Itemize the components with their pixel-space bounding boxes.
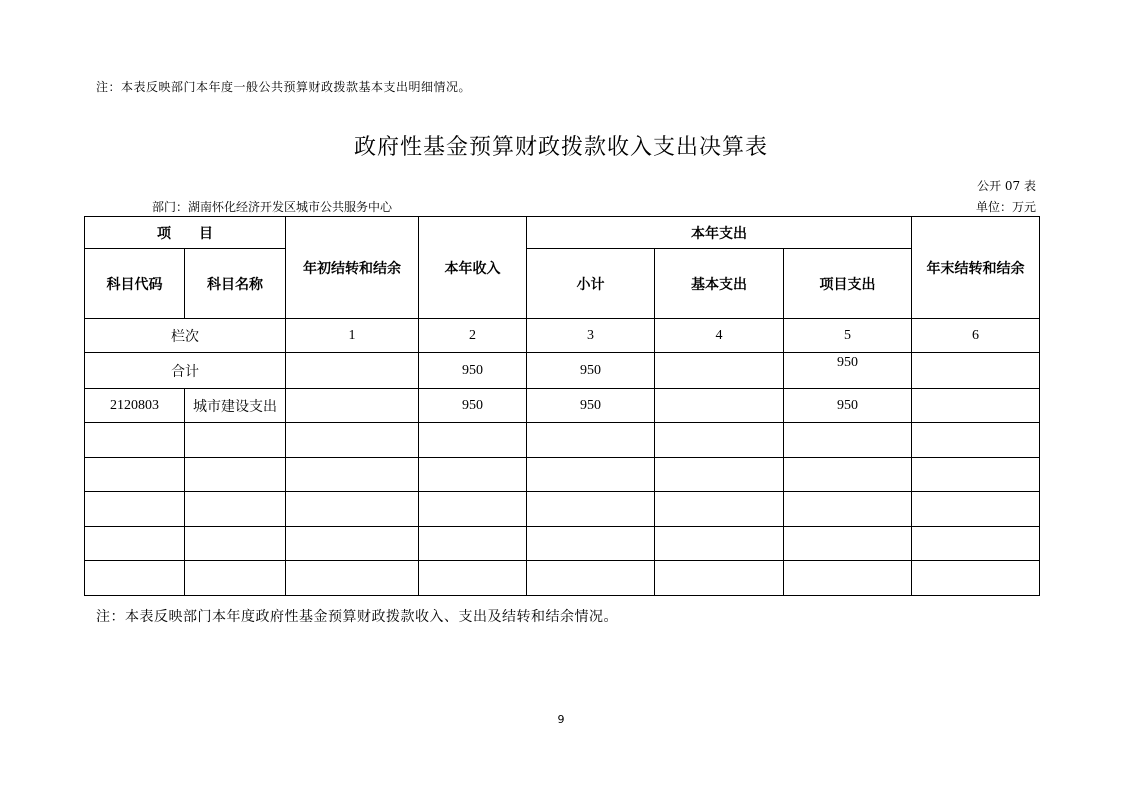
department-label: 部门：湖南怀化经济开发区城市公共服务中心 xyxy=(152,200,393,214)
empty-cell xyxy=(784,458,912,492)
page-number: 9 xyxy=(557,713,565,726)
column-index-label: 栏次 xyxy=(85,319,286,353)
header-subject-name: 科目名称 xyxy=(185,249,286,319)
empty-cell xyxy=(286,492,419,527)
empty-cell xyxy=(286,458,419,492)
column-index-row xyxy=(85,319,1040,353)
empty-cell xyxy=(655,492,784,527)
empty-cell xyxy=(85,561,185,596)
row-basic-expenditure xyxy=(655,389,784,423)
unit-label: 单位：万元 xyxy=(975,200,1036,214)
row-current-income: 950 xyxy=(419,389,527,423)
total-closing-balance xyxy=(912,353,1040,389)
empty-cell xyxy=(419,492,527,527)
header-current-expenditure: 本年支出 xyxy=(527,217,912,249)
empty-cell xyxy=(912,527,1040,561)
total-subtotal: 950 xyxy=(527,353,655,389)
empty-cell xyxy=(912,458,1040,492)
empty-cell xyxy=(185,492,286,527)
total-basic-expenditure xyxy=(655,353,784,389)
column-index-4: 4 xyxy=(655,319,784,353)
table-row xyxy=(85,389,1040,423)
form-number: 公开 07 表 xyxy=(977,179,1036,193)
empty-row xyxy=(85,492,1040,527)
empty-cell xyxy=(527,527,655,561)
header-closing-balance: 年末结转和结余 xyxy=(912,217,1040,319)
empty-cell xyxy=(784,527,912,561)
column-index-2: 2 xyxy=(419,319,527,353)
header-subtotal: 小计 xyxy=(527,249,655,319)
budget-table xyxy=(84,216,1040,596)
header-subject-code: 科目代码 xyxy=(85,249,185,319)
empty-cell xyxy=(912,492,1040,527)
empty-cell xyxy=(784,423,912,458)
total-label: 合计 xyxy=(85,353,286,389)
empty-cell xyxy=(527,492,655,527)
empty-cell xyxy=(185,527,286,561)
empty-cell xyxy=(85,423,185,458)
empty-cell xyxy=(185,423,286,458)
empty-cell xyxy=(85,492,185,527)
top-note: 注：本表反映部门本年度一般公共预算财政拨款基本支出明细情况。 xyxy=(96,80,472,94)
empty-cell xyxy=(419,458,527,492)
header-item: 项 目 xyxy=(85,217,286,249)
column-index-5: 5 xyxy=(784,319,912,353)
header-basic-expenditure: 基本支出 xyxy=(655,249,784,319)
empty-cell xyxy=(286,423,419,458)
empty-cell xyxy=(912,561,1040,596)
empty-row xyxy=(85,561,1040,596)
empty-cell xyxy=(85,527,185,561)
empty-cell xyxy=(85,458,185,492)
empty-cell xyxy=(286,561,419,596)
bottom-note: 注：本表反映部门本年度政府性基金预算财政拨款收入、支出及结转和结余情况。 xyxy=(96,609,618,625)
row-opening-balance xyxy=(286,389,419,423)
empty-row xyxy=(85,423,1040,458)
empty-cell xyxy=(185,458,286,492)
empty-cell xyxy=(286,527,419,561)
empty-cell xyxy=(527,423,655,458)
empty-cell xyxy=(185,561,286,596)
empty-row xyxy=(85,458,1040,492)
empty-cell xyxy=(527,561,655,596)
total-opening-balance xyxy=(286,353,419,389)
row-subtotal: 950 xyxy=(527,389,655,423)
empty-cell xyxy=(655,527,784,561)
total-row xyxy=(85,353,1040,389)
total-project-expenditure xyxy=(784,353,912,389)
page-title: 政府性基金预算财政拨款收入支出决算表 xyxy=(353,135,768,160)
header-current-income: 本年收入 xyxy=(419,217,527,319)
empty-cell xyxy=(419,527,527,561)
empty-cell xyxy=(419,561,527,596)
row-subject-name: 城市建设支出 xyxy=(185,389,286,423)
empty-cell xyxy=(912,423,1040,458)
column-index-6: 6 xyxy=(912,319,1040,353)
empty-cell xyxy=(784,492,912,527)
total-current-income: 950 xyxy=(419,353,527,389)
empty-cell xyxy=(784,561,912,596)
row-closing-balance xyxy=(912,389,1040,423)
row-project-expenditure: 950 xyxy=(784,389,912,423)
empty-cell xyxy=(655,561,784,596)
total-project-expenditure-value: 950 xyxy=(837,354,858,370)
row-subject-code: 2120803 xyxy=(85,389,185,423)
empty-cell xyxy=(655,458,784,492)
empty-cell xyxy=(419,423,527,458)
empty-cell xyxy=(655,423,784,458)
empty-cell xyxy=(527,458,655,492)
empty-row xyxy=(85,527,1040,561)
column-index-1: 1 xyxy=(286,319,419,353)
header-opening-balance: 年初结转和结余 xyxy=(286,217,419,319)
header-project-expenditure: 项目支出 xyxy=(784,249,912,319)
column-index-3: 3 xyxy=(527,319,655,353)
